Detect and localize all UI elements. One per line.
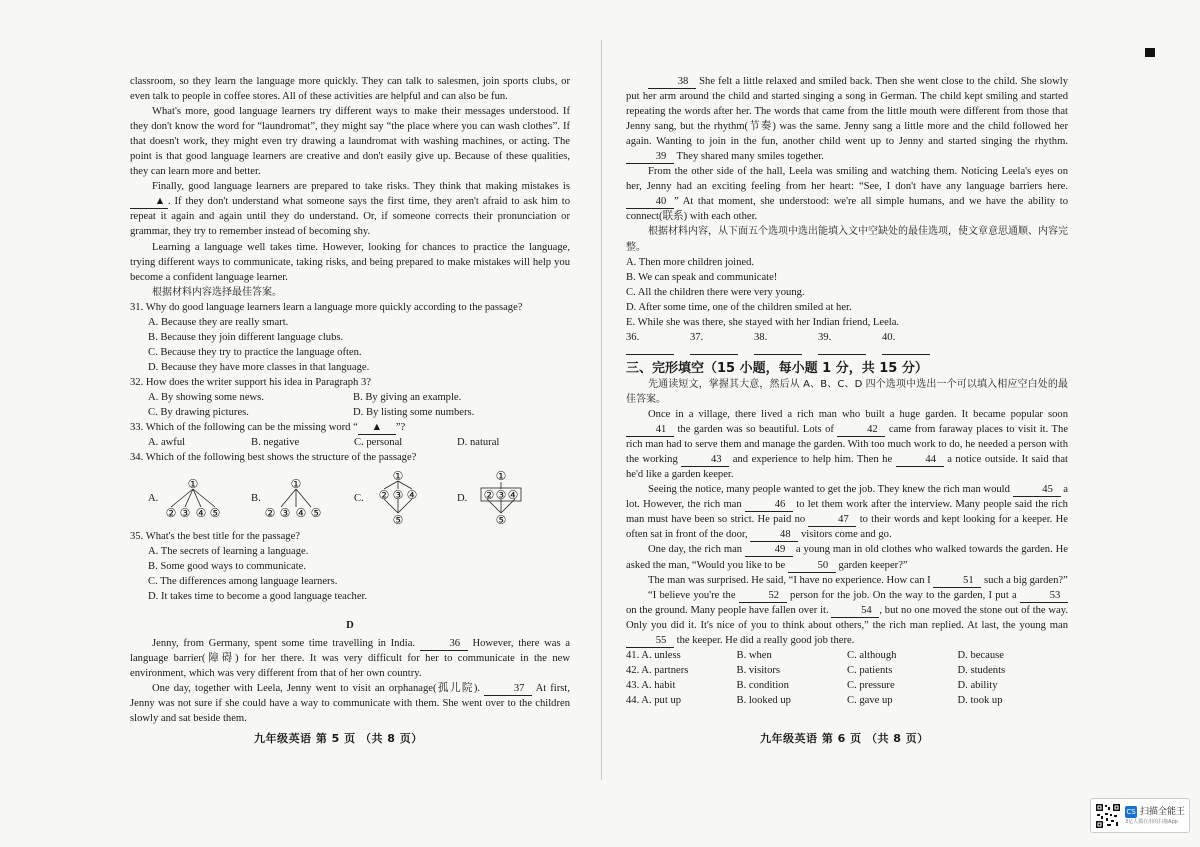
blank-triangle: ▲: [130, 196, 168, 209]
circle-3: ③: [179, 506, 191, 521]
blank-36: 36: [420, 638, 468, 651]
tree-diagram: [162, 475, 224, 521]
circle-1: ①: [187, 477, 199, 492]
option: C. personal: [354, 437, 403, 449]
cloze-paragraph: Once in a village, there lived a rich man who built a huge garden. It became popular soon 41 the garden was so beautiful. Lots of 42 came from faraway places to visit it. The rich man had to serve them and manage the garden. With too much work to do, he needed a person with the working 43 and experience to help him. Then he 44 a notice outside. It said that he'd like a garden keeper.: [626, 409, 1069, 481]
blank-42: 42: [837, 424, 885, 437]
blank-53: 53: [1020, 590, 1068, 603]
option-row-43: 43. A. habit B. condition C. pressure D. ability: [626, 679, 998, 691]
instruction-text: 根据材料内容选择最佳答案。: [152, 286, 282, 298]
option: D. It takes time to become a good language teacher.: [148, 591, 368, 603]
option: B. Because they join different language clubs.: [148, 331, 344, 343]
answer-slot[interactable]: 39.: [818, 330, 870, 360]
option: B. We can speak and communicate!: [626, 271, 778, 283]
option: A. The secrets of learning a language.: [148, 546, 309, 558]
circle-4: ④: [507, 488, 519, 503]
question-34: 34. Which of the following best shows the structure of the passage?: [130, 452, 417, 464]
blank-49: 49: [745, 544, 793, 557]
circle-5: ⑤: [209, 506, 221, 521]
blank-52: 52: [739, 590, 787, 603]
page-footer-5: 九年级英语 第 5 页 （共 8 页）: [254, 732, 423, 745]
option-row-41: 41. A. unless B. when C. although D. because: [626, 649, 1004, 661]
instruction-text: 根据材料内容，从下面五个选项中选出能填入文中空缺处的最佳选项，使文章意思通顺、内容完整。: [626, 226, 1068, 253]
camscanner-logo-icon: CS: [1126, 808, 1136, 816]
blank-39: 39: [626, 151, 674, 164]
option: A. By showing some news.: [148, 391, 264, 403]
badge-title: 扫描全能王: [1140, 806, 1186, 817]
option: A. Because they are really smart.: [148, 316, 289, 328]
corner-mark: [1145, 48, 1155, 57]
blank-55: 55: [626, 635, 674, 648]
cloze-paragraph: “I believe you're the 52 person for the job. On the way to the garden, I put a 53 on the ground. Many people have fallen over it. 54 , but no one moved the stone out of the way. Only you did it. It's nice of you to think about others,” the rich man replied. At last, the young man 55 the keeper. He did a really good job there.: [626, 589, 1068, 646]
blank-46: 46: [745, 499, 793, 512]
answer-slot[interactable]: 37.: [690, 330, 742, 360]
blank-47: 47: [808, 514, 856, 527]
circle-4: ④: [406, 488, 418, 503]
option: D. Because they have more classes in that language.: [148, 361, 370, 373]
option: C. The differences among language learners.: [148, 576, 338, 588]
option-row: [148, 405, 570, 420]
circle-2: ②: [264, 506, 276, 521]
passage-paragraph: What's more, good language learners try different ways to make their messages understood. If they don't know the word for “laundromat”, they might say “the place where you can wash clothes”. If that doesn't work, they might even try drawing a laundromat with washing machines, or acting. The point is that good language learners are creative and don't easily give up. Because of these qualities, they can learn more and better.: [130, 106, 570, 178]
circle-1: ①: [392, 469, 404, 484]
section-d-heading: D: [346, 620, 354, 632]
option: E. While she was there, she stayed with her Indian friend, Leela.: [626, 316, 900, 328]
passage-paragraph: One day, together with Leela, Jenny went to visit an orphanage(孤儿院). 37 At first, Jenny was not sure if she could have a way to communicate with them. She went over to the children slowly and sat beside them.: [130, 682, 570, 724]
option: A. Then more children joined.: [626, 256, 755, 268]
answer-slot[interactable]: 36.: [626, 330, 678, 360]
page-footer-6: 九年级英语 第 6 页 （共 8 页）: [760, 732, 929, 745]
question-32: 32. How does the writer support his idea in Paragraph 3?: [130, 376, 371, 388]
circle-2: ②: [483, 488, 495, 503]
question-35: 35. What's the best title for the passage?: [130, 531, 300, 543]
passage-paragraph: From the other side of the hall, Leela was smiling and watching them. Noticing Leela's eyes on her, Jenny had an exciting feeling from her heart: “See, I don't have any language barriers here. 40 ” At that moment, she understood: we're all simple humans, and we have the ability to connect(联系) with each other.: [626, 166, 1068, 223]
option-row: [148, 390, 570, 405]
page-6: [626, 74, 1068, 708]
option: D. natural: [457, 437, 500, 449]
question-33: 33. Which of the following can be the missing word “ ▲ ”?: [130, 422, 406, 434]
option: B. negative: [251, 437, 300, 449]
passage-paragraph: classroom, so they learn the language more quickly. They can talk to salesmen, join sports clubs, or even talk to people in coffee stores. All of these activities are helpful and can also be fun.: [130, 76, 570, 103]
blank-40: 40: [626, 196, 674, 209]
option: A. awful: [148, 437, 186, 449]
blank-48: 48: [750, 529, 798, 542]
option: D. By listing some numbers.: [353, 407, 475, 419]
cloze-paragraph: Seeing the notice, many people wanted to get the job. They knew the rich man would 45 a lot. However, the rich man 46 to let them work after the interview. Many people said the rich man must have been so strict. He paid no 47 to their words and kept looking for a keeper. He often sat in front of the door, 48 visitors come and go.: [626, 484, 1068, 541]
blank-45: 45: [1013, 484, 1061, 497]
circle-3: ③: [279, 506, 291, 521]
blank-50: 50: [788, 560, 836, 573]
circle-5: ⑤: [392, 513, 404, 528]
structure-diagram-a: A. ① ② ③ ④ ⑤: [148, 475, 251, 521]
passage-paragraph: Learning a language well takes time. However, looking for chances to practice the language, trying different ways to communicate, taking risks, and being prepared to make mistakes will help you become a confident language learner.: [130, 241, 570, 283]
question-31: 31. Why do good language learners learn a language more quickly according to the passage?: [130, 301, 523, 313]
circle-3: ③: [392, 488, 404, 503]
blank-41: 41: [626, 424, 674, 437]
blank-38: 38: [648, 76, 696, 89]
circle-2: ②: [378, 488, 390, 503]
circle-4: ④: [295, 506, 307, 521]
page-fold-divider: [601, 40, 602, 780]
option: C. By drawing pictures.: [148, 407, 249, 419]
section-3-title: 三、完形填空（15 小题，每小题 1 分，共 15 分）: [626, 360, 928, 376]
tree-diagram: [368, 469, 430, 527]
qr-code-icon: [1095, 803, 1121, 829]
structure-diagram-c: C. ① ② ③ ④ ⑤: [354, 469, 457, 527]
option: C. All the children there were very young.: [626, 286, 805, 298]
passage-paragraph: 38 She felt a little relaxed and smiled back. Then she went close to the child. She slowly put her arm around the child and started singing a song in German. The child kept smiling and started repeating the words after her. The words that came from the little mouth were different from those that Jenny sang, but the rhythm(节奏) was the same. Jenny sang a little more and the child followed her again. Wanting to join in the fun, another child went up to Jenny and started singing the rhythm. 39 They shared many smiles together.: [626, 76, 1068, 163]
circle-4: ④: [195, 506, 207, 521]
blank-54: 54: [831, 605, 879, 618]
blank-triangle: ▲: [358, 422, 396, 435]
option: C. Because they try to practice the language often.: [148, 346, 362, 358]
cloze-paragraph: One day, the rich man 49 a young man in old clothes who walked towards the garden. He asked the man, “Would you like to be 50 garden keeper?”: [626, 544, 1068, 571]
instruction-text: 先通读短文，掌握其大意，然后从 A、B、C、D 四个选项中选出一个可以填入相应空白处的最佳答案。: [626, 378, 1068, 405]
structure-diagrams: [148, 470, 570, 526]
option-row-44: 44. A. put up B. looked up C. gave up D. took up: [626, 694, 1003, 706]
option-row-42: 42. A. partners B. visitors C. patients D. students: [626, 664, 1006, 676]
page-5: [130, 74, 570, 726]
circle-5: ⑤: [310, 506, 322, 521]
scanner-watermark: [1090, 798, 1190, 833]
circle-3: ③: [495, 488, 507, 503]
passage-paragraph-risks: Finally, good language learners are prepared to take risks. They think that making mistakes is ▲ . If they don't understand what someone says the first time, they aren't afraid to ask him to repeat it again and again until they do understand. Or, if someone corrects their pronunciation or grammar, they try to remember instead of becoming shy.: [130, 181, 570, 238]
circle-1: ①: [290, 477, 302, 492]
answer-slots: [626, 330, 1068, 360]
answer-slot[interactable]: 40.: [882, 330, 934, 360]
cloze-paragraph: The man was surprised. He said, “I have no experience. How can I 51 such a big garden?”: [648, 574, 1068, 586]
circle-5: ⑤: [495, 513, 507, 528]
circle-2: ②: [165, 506, 177, 521]
option-row: [148, 435, 570, 450]
blank-37: 37: [484, 683, 532, 696]
tree-diagram: [265, 475, 327, 521]
blank-51: 51: [933, 575, 981, 588]
badge-subtitle: 3亿人都在用的扫描App: [1125, 819, 1178, 825]
tree-diagram: [471, 469, 533, 527]
answer-slot[interactable]: 38.: [754, 330, 806, 360]
option: B. By giving an example.: [353, 391, 462, 403]
circle-1: ①: [495, 469, 507, 484]
passage-paragraph: Jenny, from Germany, spent some time travelling in India. 36 However, there was a language barrier(障碍) for her there. It was very difficult for her to communicate in the new environment, which was very different from that of her own country.: [130, 637, 570, 679]
structure-diagram-b: B. ① ② ③ ④ ⑤: [251, 475, 354, 521]
structure-diagram-d: D. ① ② ③ ④ ⑤: [457, 469, 560, 527]
option: D. After some time, one of the children smiled at her.: [626, 301, 852, 313]
blank-43: 43: [681, 454, 729, 467]
option: B. Some good ways to communicate.: [148, 561, 307, 573]
blank-44: 44: [896, 454, 944, 467]
